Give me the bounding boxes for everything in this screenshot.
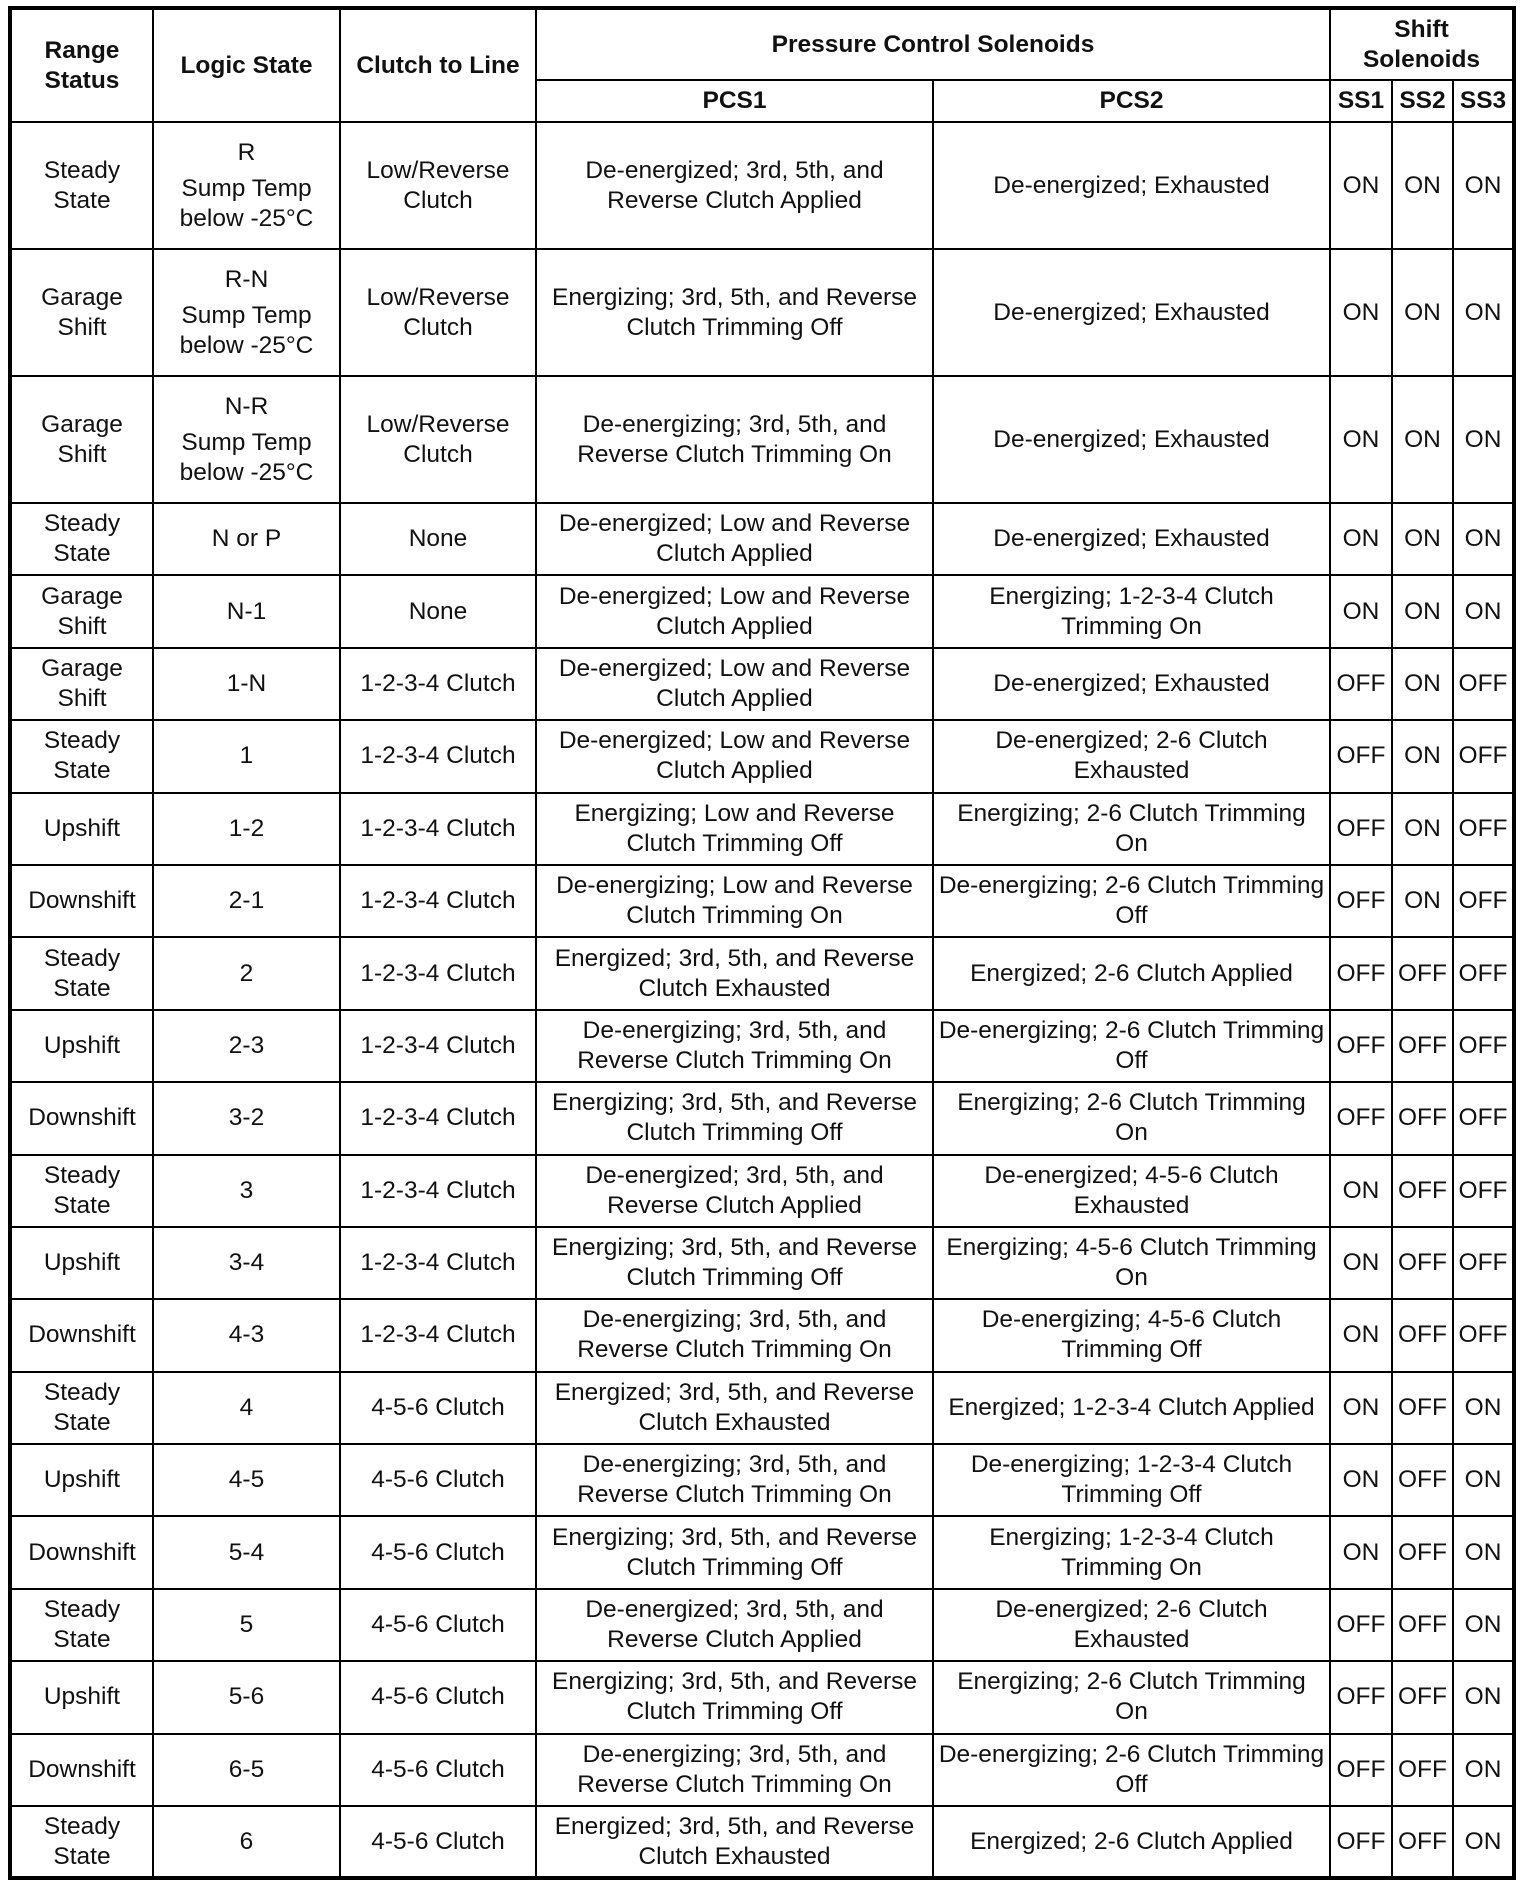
logic-state-value: N or P [211,525,282,553]
range-status-cell: Upshift [10,1010,153,1082]
ss1-cell: ON [1330,249,1392,376]
ss3-cell: OFF [1453,1227,1514,1299]
pcs2-cell: De-energizing; 1-2-3-4 Clutch Trimming Off [933,1444,1330,1516]
logic-state-cell [153,1082,340,1154]
ss2-cell: OFF [1392,1589,1453,1661]
clutch-to-line-cell: 1-2-3-4 Clutch [340,1299,536,1371]
logic-state-cell [153,865,340,937]
range-status-cell: Steady State [10,937,153,1009]
logic-state-cell [153,1806,340,1878]
ss1-cell: ON [1330,1516,1392,1588]
logic-state-value: N-R [224,392,269,420]
ss1-cell: OFF [1330,865,1392,937]
range-status-cell: Steady State [10,1589,153,1661]
range-status-cell: Downshift [10,1082,153,1154]
table-row [10,122,1514,249]
header-ss1: SS1 [1330,80,1392,122]
ss1-cell: ON [1330,503,1392,575]
table-row [10,648,1514,720]
header-logic-state: Logic State [153,8,340,122]
ss3-cell: ON [1453,503,1514,575]
range-status-cell: Garage Shift [10,376,153,503]
table-row [10,1082,1514,1154]
pcs1-cell: De-energized; 3rd, 5th, and Reverse Clutch Applied [536,1589,933,1661]
logic-state-value: 1 [239,742,254,770]
pcs2-cell: De-energized; Exhausted [933,503,1330,575]
clutch-to-line-cell: 4-5-6 Clutch [340,1444,536,1516]
ss3-cell: ON [1453,1589,1514,1661]
clutch-to-line-cell: 1-2-3-4 Clutch [340,1082,536,1154]
ss1-cell: OFF [1330,1806,1392,1878]
range-status-cell: Downshift [10,865,153,937]
ss3-cell: OFF [1453,1010,1514,1082]
logic-state-value: 2 [239,959,254,987]
ss1-cell: OFF [1330,793,1392,865]
ss1-cell: OFF [1330,720,1392,792]
ss3-cell: ON [1453,249,1514,376]
logic-state-value: 2-3 [228,1031,265,1059]
logic-state-cell [153,1734,340,1806]
ss1-cell: OFF [1330,1010,1392,1082]
logic-state-cell [153,503,340,575]
pcs2-cell: Energizing; 2-6 Clutch Trimming On [933,793,1330,865]
pcs1-cell: De-energized; Low and Reverse Clutch Applied [536,648,933,720]
table-row [10,1299,1514,1371]
pcs2-cell: De-energized; 2-6 Clutch Exhausted [933,1589,1330,1661]
clutch-to-line-cell: 4-5-6 Clutch [340,1661,536,1733]
header-range-status: Range Status [10,8,153,122]
logic-state-note: Sump Temp below -25°C [179,428,314,486]
table-row [10,1010,1514,1082]
clutch-to-line-cell: None [340,503,536,575]
range-status-cell: Steady State [10,1372,153,1444]
ss1-cell: OFF [1330,1589,1392,1661]
pcs1-cell: De-energized; Low and Reverse Clutch Applied [536,503,933,575]
logic-state-cell [153,575,340,647]
header-pressure-control-solenoids: Pressure Control Solenoids [536,8,1330,80]
logic-state-value: 4 [239,1393,254,1421]
table-row [10,1661,1514,1733]
ss2-cell: ON [1392,865,1453,937]
pcs2-cell: Energizing; 1-2-3-4 Clutch Trimming On [933,1516,1330,1588]
header-clutch-to-line: Clutch to Line [340,8,536,122]
logic-state-value: 5-6 [228,1683,265,1711]
pcs2-cell: De-energized; Exhausted [933,648,1330,720]
ss3-cell: ON [1453,1661,1514,1733]
clutch-to-line-cell: 4-5-6 Clutch [340,1734,536,1806]
clutch-to-line-cell: 4-5-6 Clutch [340,1372,536,1444]
logic-state-cell [153,1661,340,1733]
logic-state-cell [153,1155,340,1227]
ss2-cell: ON [1392,249,1453,376]
range-status-cell: Garage Shift [10,249,153,376]
ss1-cell: ON [1330,1155,1392,1227]
logic-state-cell [153,1372,340,1444]
ss3-cell: ON [1453,1516,1514,1588]
ss3-cell: OFF [1453,1155,1514,1227]
header-ss3: SS3 [1453,80,1514,122]
logic-state-value: R [237,138,256,166]
pcs1-cell: Energized; 3rd, 5th, and Reverse Clutch Exhausted [536,1372,933,1444]
logic-state-value: 5-4 [228,1538,265,1566]
pcs1-cell: Energizing; 3rd, 5th, and Reverse Clutch Trimming Off [536,1516,933,1588]
clutch-to-line-cell: 1-2-3-4 Clutch [340,648,536,720]
logic-state-cell [153,122,340,249]
pcs2-cell: Energized; 1-2-3-4 Clutch Applied [933,1372,1330,1444]
logic-state-value: 4-3 [228,1321,265,1349]
ss2-cell: OFF [1392,937,1453,1009]
ss1-cell: OFF [1330,937,1392,1009]
clutch-to-line-cell: 1-2-3-4 Clutch [340,937,536,1009]
ss1-cell: ON [1330,575,1392,647]
pcs2-cell: De-energizing; 4-5-6 Clutch Trimming Off [933,1299,1330,1371]
table-row [10,793,1514,865]
pcs1-cell: De-energizing; 3rd, 5th, and Reverse Clutch Trimming On [536,1299,933,1371]
ss2-cell: ON [1392,575,1453,647]
logic-state-note: Sump Temp below -25°C [179,301,314,359]
pcs2-cell: De-energized; 4-5-6 Clutch Exhausted [933,1155,1330,1227]
pcs1-cell: De-energized; 3rd, 5th, and Reverse Clutch Applied [536,1155,933,1227]
logic-state-value: 4-5 [228,1466,265,1494]
pcs2-cell: De-energized; Exhausted [933,376,1330,503]
clutch-to-line-cell: 1-2-3-4 Clutch [340,1010,536,1082]
logic-state-cell [153,1227,340,1299]
pcs2-cell: De-energized; Exhausted [933,122,1330,249]
logic-state-value: 1-2 [228,814,265,842]
ss3-cell: OFF [1453,648,1514,720]
ss3-cell: ON [1453,1444,1514,1516]
ss3-cell: ON [1453,1806,1514,1878]
pcs1-cell: Energizing; 3rd, 5th, and Reverse Clutch Trimming Off [536,1227,933,1299]
ss2-cell: ON [1392,122,1453,249]
table-row [10,1589,1514,1661]
ss2-cell: OFF [1392,1372,1453,1444]
ss1-cell: ON [1330,376,1392,503]
ss1-cell: ON [1330,1372,1392,1444]
ss2-cell: OFF [1392,1661,1453,1733]
table-row [10,575,1514,647]
range-status-cell: Steady State [10,503,153,575]
logic-state-value: 2-1 [228,887,265,915]
range-status-cell: Steady State [10,720,153,792]
ss1-cell: OFF [1330,1082,1392,1154]
pcs1-cell: De-energizing; 3rd, 5th, and Reverse Clutch Trimming On [536,1010,933,1082]
table-row [10,249,1514,376]
pcs2-cell: De-energizing; 2-6 Clutch Trimming Off [933,1734,1330,1806]
table-row [10,376,1514,503]
ss3-cell: ON [1453,376,1514,503]
pcs2-cell: Energizing; 2-6 Clutch Trimming On [933,1661,1330,1733]
ss3-cell: ON [1453,122,1514,249]
range-status-cell: Upshift [10,1227,153,1299]
pcs2-cell: Energizing; 4-5-6 Clutch Trimming On [933,1227,1330,1299]
logic-state-cell [153,1010,340,1082]
range-status-cell: Upshift [10,1444,153,1516]
pcs1-cell: Energizing; 3rd, 5th, and Reverse Clutch Trimming Off [536,249,933,376]
table-row [10,865,1514,937]
ss2-cell: ON [1392,793,1453,865]
table-row [10,1806,1514,1878]
pcs1-cell: De-energizing; 3rd, 5th, and Reverse Clutch Trimming On [536,1444,933,1516]
ss2-cell: OFF [1392,1227,1453,1299]
pcs1-cell: De-energizing; 3rd, 5th, and Reverse Clutch Trimming On [536,1734,933,1806]
range-status-cell: Steady State [10,122,153,249]
ss1-cell: ON [1330,122,1392,249]
ss2-cell: OFF [1392,1010,1453,1082]
clutch-to-line-cell: None [340,575,536,647]
pcs1-cell: Energized; 3rd, 5th, and Reverse Clutch Exhausted [536,937,933,1009]
ss3-cell: ON [1453,1734,1514,1806]
logic-state-cell [153,249,340,376]
logic-state-value: 3 [239,1176,254,1204]
header-row-top [10,8,1514,80]
range-status-cell: Garage Shift [10,648,153,720]
clutch-to-line-cell: 1-2-3-4 Clutch [340,793,536,865]
table-row [10,1516,1514,1588]
ss3-cell: OFF [1453,865,1514,937]
logic-state-value: 3-2 [228,1104,265,1132]
range-status-cell: Upshift [10,793,153,865]
table-row [10,1155,1514,1227]
range-status-cell: Steady State [10,1806,153,1878]
logic-state-cell [153,1589,340,1661]
range-status-cell: Upshift [10,1661,153,1733]
clutch-to-line-cell: Low/Reverse Clutch [340,122,536,249]
table-row [10,503,1514,575]
clutch-to-line-cell: 1-2-3-4 Clutch [340,1155,536,1227]
logic-state-value: 3-4 [228,1249,265,1277]
ss2-cell: OFF [1392,1155,1453,1227]
clutch-to-line-cell: 1-2-3-4 Clutch [340,720,536,792]
pcs1-cell: De-energized; 3rd, 5th, and Reverse Clutch Applied [536,122,933,249]
table-row [10,937,1514,1009]
range-status-cell: Downshift [10,1734,153,1806]
ss2-cell: OFF [1392,1299,1453,1371]
pcs1-cell: De-energized; Low and Reverse Clutch Applied [536,575,933,647]
ss3-cell: OFF [1453,937,1514,1009]
table-body [10,122,1514,1878]
logic-state-cell [153,1444,340,1516]
logic-state-cell [153,648,340,720]
ss2-cell: OFF [1392,1444,1453,1516]
header-pcs1: PCS1 [536,80,933,122]
logic-state-note: Sump Temp below -25°C [179,174,314,232]
ss2-cell: OFF [1392,1806,1453,1878]
logic-state-value: R-N [224,265,269,293]
clutch-to-line-cell: 1-2-3-4 Clutch [340,865,536,937]
table-row [10,1372,1514,1444]
logic-state-value: 6-5 [228,1755,265,1783]
header-pcs2: PCS2 [933,80,1330,122]
ss1-cell: OFF [1330,648,1392,720]
clutch-to-line-cell: Low/Reverse Clutch [340,376,536,503]
ss2-cell: OFF [1392,1734,1453,1806]
logic-state-cell [153,793,340,865]
pcs2-cell: Energized; 2-6 Clutch Applied [933,1806,1330,1878]
range-status-cell: Downshift [10,1516,153,1588]
clutch-to-line-cell: Low/Reverse Clutch [340,249,536,376]
pcs2-cell: Energizing; 1-2-3-4 Clutch Trimming On [933,575,1330,647]
clutch-to-line-cell: 4-5-6 Clutch [340,1589,536,1661]
range-status-cell: Downshift [10,1299,153,1371]
header-shift-solenoids: Shift Solenoids [1330,8,1514,80]
logic-state-cell [153,1299,340,1371]
ss2-cell: ON [1392,376,1453,503]
range-status-cell: Garage Shift [10,575,153,647]
logic-state-cell [153,720,340,792]
logic-state-cell [153,937,340,1009]
clutch-to-line-cell: 4-5-6 Clutch [340,1806,536,1878]
ss2-cell: ON [1392,648,1453,720]
logic-state-cell [153,376,340,503]
range-status-cell: Steady State [10,1155,153,1227]
ss3-cell: OFF [1453,720,1514,792]
ss1-cell: ON [1330,1299,1392,1371]
pcs1-cell: Energizing; Low and Reverse Clutch Trimming Off [536,793,933,865]
pcs2-cell: De-energized; 2-6 Clutch Exhausted [933,720,1330,792]
table-row [10,720,1514,792]
ss2-cell: OFF [1392,1516,1453,1588]
pcs2-cell: Energizing; 2-6 Clutch Trimming On [933,1082,1330,1154]
clutch-to-line-cell: 4-5-6 Clutch [340,1516,536,1588]
pcs1-cell: De-energized; Low and Reverse Clutch Applied [536,720,933,792]
logic-state-value: 6 [239,1827,254,1855]
pcs1-cell: De-energizing; 3rd, 5th, and Reverse Clutch Trimming On [536,376,933,503]
clutch-to-line-cell: 1-2-3-4 Clutch [340,1227,536,1299]
logic-state-cell [153,1516,340,1588]
table-row [10,1444,1514,1516]
ss1-cell: OFF [1330,1734,1392,1806]
pcs1-cell: Energizing; 3rd, 5th, and Reverse Clutch Trimming Off [536,1661,933,1733]
ss3-cell: OFF [1453,1082,1514,1154]
logic-state-value: 1-N [226,669,267,697]
ss1-cell: OFF [1330,1661,1392,1733]
table-row [10,1227,1514,1299]
ss2-cell: ON [1392,503,1453,575]
ss3-cell: ON [1453,575,1514,647]
pcs1-cell: Energizing; 3rd, 5th, and Reverse Clutch Trimming Off [536,1082,933,1154]
header-ss2: SS2 [1392,80,1453,122]
pcs2-cell: De-energizing; 2-6 Clutch Trimming Off [933,865,1330,937]
ss3-cell: OFF [1453,793,1514,865]
logic-state-value: N-1 [226,597,267,625]
logic-state-value: 5 [239,1611,254,1639]
pcs1-cell: Energized; 3rd, 5th, and Reverse Clutch Exhausted [536,1806,933,1878]
ss3-cell: ON [1453,1372,1514,1444]
ss1-cell: ON [1330,1444,1392,1516]
pcs2-cell: De-energizing; 2-6 Clutch Trimming Off [933,1010,1330,1082]
table-row [10,1734,1514,1806]
ss1-cell: ON [1330,1227,1392,1299]
pcs2-cell: De-energized; Exhausted [933,249,1330,376]
ss2-cell: ON [1392,720,1453,792]
pcs2-cell: Energized; 2-6 Clutch Applied [933,937,1330,1009]
ss2-cell: OFF [1392,1082,1453,1154]
solenoid-logic-table-sheet [8,6,1512,1879]
pcs1-cell: De-energizing; Low and Reverse Clutch Trimming On [536,865,933,937]
ss3-cell: OFF [1453,1299,1514,1371]
solenoid-logic-table [8,6,1516,1880]
